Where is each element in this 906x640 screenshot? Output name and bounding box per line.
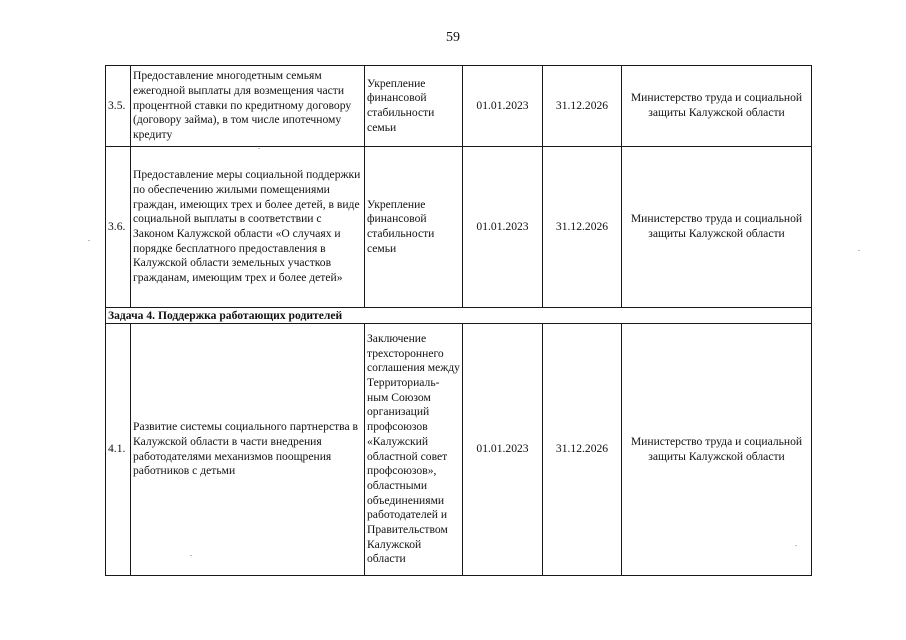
end-date-cell: 31.12.2026 (543, 66, 622, 147)
executor-cell: Министерство труда и социальной защиты Калужской области (622, 324, 812, 576)
row-number: 3.6. (106, 147, 131, 308)
page-number: 59 (446, 30, 460, 45)
table-row (106, 147, 812, 308)
result-cell: Заключение трехстороннего соглашения между Территориаль-ным Союзом организаций профсоюзов «Калужский областной совет профсоюзов», областными объединениями работодателей и Правительством Калужской области (365, 324, 463, 576)
start-date-cell: 01.01.2023 (463, 66, 543, 147)
activity-cell: Предоставление меры социальной поддержки по обеспечению жилыми помещениями граждан, имеющих трех и более детей, в виде социальной выплаты в соответствии с Законом Калужской области «О случаях и порядке бесплатного предоставления в Калужской области земельных участков гражданам, имеющим трех и более детей» (131, 147, 365, 308)
task-heading: Задача 4. Поддержка работающих родителей (106, 308, 812, 324)
start-date-cell: 01.01.2023 (463, 147, 543, 308)
row-number: 4.1. (106, 324, 131, 576)
end-date-cell: 31.12.2026 (543, 147, 622, 308)
scan-speck (795, 545, 797, 546)
measures-table (105, 65, 812, 576)
end-date-cell: 31.12.2026 (543, 324, 622, 576)
start-date-cell: 01.01.2023 (463, 324, 543, 576)
executor-cell: Министерство труда и социальной защиты Калужской области (622, 66, 812, 147)
scan-speck (858, 250, 860, 251)
result-cell: Укрепление финансовой стабильности семьи (365, 66, 463, 147)
scan-speck (88, 240, 90, 241)
table-row (106, 66, 812, 147)
scan-speck (258, 148, 260, 149)
activity-cell: Развитие системы социального партнерства в Калужской области в части внедрения работодателями механизмов поощрения работников с детьми (131, 324, 365, 576)
executor-cell: Министерство труда и социальной защиты Калужской области (622, 147, 812, 308)
result-cell: Укрепление финансовой стабильности семьи (365, 147, 463, 308)
task-heading-row (106, 308, 812, 324)
activity-cell: Предоставление многодетным семьям ежегодной выплаты для возмещения части процентной ставки по кредитному договору (договору займа), в том числе ипотечному кредиту (131, 66, 365, 147)
scan-speck (190, 555, 192, 556)
table-row (106, 324, 812, 576)
row-number: 3.5. (106, 66, 131, 147)
